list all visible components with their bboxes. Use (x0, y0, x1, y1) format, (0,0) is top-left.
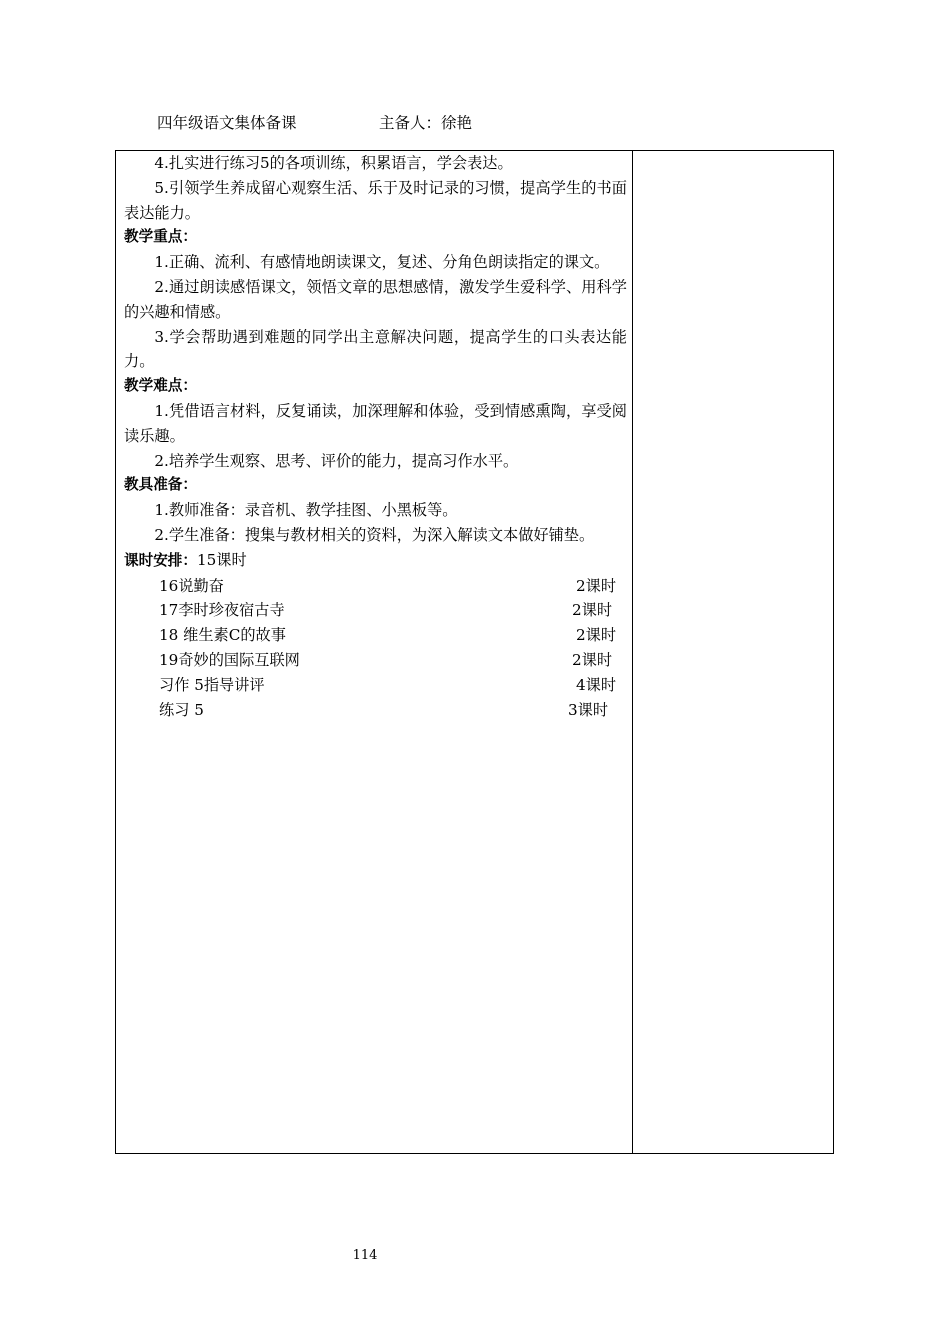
schedule-row (124, 698, 627, 723)
key-point-item: 3.学会帮助遇到难题的同学出主意解决问题，提高学生的口头表达能力。 (124, 327, 627, 371)
key-point-item: 1.正确、流利、有感情地朗读课文，复述、分角色朗读指定的课文。 (154, 253, 610, 272)
lesson-hours: 3课时 (568, 700, 609, 719)
header-author: 主备人：徐艳 (379, 114, 473, 132)
schedule-line (124, 548, 627, 574)
lesson-hours: 4课时 (576, 675, 617, 694)
material-item: 1.教师准备：录音机、教学挂图、小黑板等。 (154, 501, 458, 520)
materials-heading: 教具准备： (124, 476, 197, 494)
lesson-hours: 2课时 (572, 601, 613, 620)
lesson-title: 16说勤奋 (159, 576, 224, 595)
intro-item: 5.引领学生养成留心观察生活、乐于及时记录的习惯，提高学生的书面表达能力。 (124, 178, 627, 222)
page-header (157, 112, 473, 134)
schedule-total: 15课时 (196, 550, 247, 569)
lesson-title: 练习 5 (159, 700, 204, 719)
intro-item: 4.扎实进行练习5的各项训练，积累语言，学会表达。 (154, 154, 513, 172)
lesson-hours: 2课时 (576, 576, 617, 595)
page-number: 114 (352, 1248, 378, 1263)
lesson-hours: 2课时 (576, 626, 617, 645)
difficulty-item: 1.凭借语言材料，反复诵读，加深理解和体验，受到情感熏陶，享受阅读乐趣。 (124, 401, 627, 445)
schedule-row (124, 673, 627, 698)
material-item: 2.学生准备：搜集与教材相关的资料，为深入解读文本做好铺垫。 (154, 525, 595, 544)
difficulty-item: 2.培养学生观察、思考、评价的能力，提高习作水平。 (154, 451, 519, 470)
key-points-heading: 教学重点： (124, 228, 197, 246)
lesson-title: 17李时珍夜宿古寺 (159, 601, 285, 620)
schedule-row (124, 598, 627, 623)
lesson-title: 习作 5指导讲评 (159, 675, 265, 694)
schedule-row (124, 648, 627, 673)
key-point-item: 2.通过朗读感悟课文，领悟文章的思想感情，激发学生爱科学、用科学的兴趣和情感。 (124, 277, 627, 321)
difficulties-heading: 教学难点： (124, 377, 197, 395)
lesson-title: 18 维生素C的故事 (159, 626, 286, 645)
main-content-cell (124, 151, 627, 722)
lesson-plan-table (115, 150, 834, 1154)
lesson-hours: 2课时 (572, 650, 613, 669)
column-divider (632, 151, 633, 1153)
schedule-heading: 课时安排： (124, 551, 197, 569)
schedule-row (124, 623, 627, 648)
lesson-title: 19奇妙的国际互联网 (159, 650, 300, 669)
header-title: 四年级语文集体备课 (157, 114, 297, 132)
schedule-row (124, 574, 627, 599)
